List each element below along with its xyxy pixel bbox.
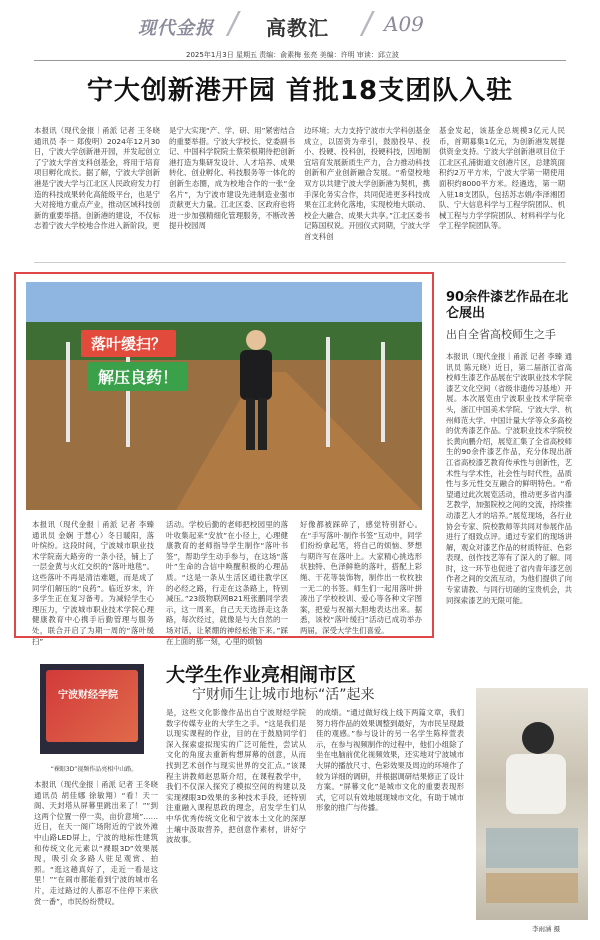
story3-body (34, 708, 464, 928)
lead-column: 边环境；大力支持宁波市大学科创基金成立，以固资为牵引，鼓励投早、投小、投硬、投科创，投硬科技，因地制宜培育发展新质生产力，合力推动科技创新和产业创新融合发展。“希望校地双方以共建宁波大学创新港为契机，携手深化务实合作，共同促进更多科技成果在江北转化落地，实现校地大联动、校企大融合、成果大共享。”江北区委书记陈国权说。开园仪式同期，宁波大学首支科创 (304, 126, 430, 241)
story3-headline: 大学生作业亮相闹市区 (166, 664, 357, 686)
lacquer-photo (476, 688, 588, 920)
photo-tag-answer: 解压良药！ (88, 362, 188, 391)
lead-column: 本报讯（现代金报｜甬派 记者 王冬晓 通讯员 李一 郑俊明）2024年12月30日，宁波大学创新港开园，并发起创立了宁波大学首支科创基金，将用于培育项目孵化成长。据了解，宁波大学创新港是宁波大学与江北区人民政府发力打造的科技成果转化高能级平台，也是宁大对接地方重点产业，推动区域科技创新的重要举措。创新港的建设，不仅标志着宁波大学校地合作进入新阶段，更 (34, 126, 160, 231)
masthead (0, 0, 600, 48)
side-subtitle: 出自全省高校师生之手 (446, 328, 556, 341)
dateline: 2025年1月3日 星期五 责编：俞素梅 张亮 美编：许明 审读：邱立波 (186, 51, 399, 59)
feature-column: 本报讯（现代金报｜甬派 记者 李臻 通讯员 金娴 于慧心）冬日暖阳，落叶缤纷。这段时间，宁波城市职业技术学院南大路旁的一条小径，铺上了一层金黄与火红交织的“落叶地毯”。这些落叶不再是清洁难题，而是成了同学们解压的“良药”。临近岁末，许多学生正在复习备考。为减轻学生心理压力，宁波城市职业技术学院心理健康教育中心携手后勤管理与服务处，联合开启了为期一周的“落叶缓扫” (32, 520, 154, 646)
story3-column: 是，这些文化影像作品出自宁波财经学院数字传媒专业的大学生之手。“这是我们是以现实课程的作业，目的在于鼓励同学们深入探索虚拟现实的广泛可能性，尝试从文化的角度去重新构想屏幕的创意，从而找到艺术创作与现实世界的交汇点。”该课程主讲教师赵思斯介绍，在课程教学中，我们不仅深入探究了模拟空间的构建以及实现裸眼3D效果的多种技术手段，还特别注重融入课程思政的理念，启发学生们从中华优秀传统文化和宁波本土文化的深厚土壤中汲取营养，把创意作素材，讲好宁波故事。 (166, 708, 306, 845)
lead-body (34, 126, 566, 258)
feature-box (14, 272, 434, 646)
photo-tag-question: 落叶缓扫？ (81, 330, 176, 357)
screen-logo: 宁波财经学院 (58, 690, 118, 701)
campus-scene-illustration (26, 282, 422, 510)
page-number: A09 (384, 12, 424, 36)
story3-subtitle: 宁财师生让城市地标“活”起来 (192, 687, 375, 703)
feature-body (32, 520, 424, 646)
feature-column: 好像都被踩碎了，感觉特别舒心。在“手写落叶·制作书签”互动中，同学们纷纷拿起笔，将自己的烦恼、梦想与期许写在落叶上。大家精心挑选形状独特、色泽鲜艳的落叶，搭配上彩绳、干花等装饰物，制作出一枚枚独一无二的书签。师生们一起用落叶拼凑出了学校校训、爱心等各种文字图案，把爱与祝福大胆地表达出来。据悉，该校“落叶缓扫”活动已成功举办两届，深受大学生们喜爱。 (300, 520, 422, 635)
side-body: 本报讯（现代金报｜甬派 记者 李臻 通讯员 陈元晓）近日，第二届浙江省高校师生漆艺作品展在宁波职业技术学院漆艺文化空间（省级非遗传习基地）开展。本次展览由宁波职业技术学院牵头，浙江中国美术学院、宁波大学、杭州师范大学、中国计量大学等众多高校的优秀漆艺作品。宁波职业技术学院校长黄向鹏介绍，展览汇集了全省高校师生的90余件漆艺作品，充分体现出浙江省高校漆艺教育传承性与创新性，艺术性与学术性，社会性与时代性，品质性与多元性交互融合的鲜明特色。“希望通过此次展览活动，推动更多省内漆艺教学，加强院校之间的交流，持续推动漆艺人才的培养。”展览现场，各行业协会专家、院校教师等共同对参展作品进行了细致点评。通过专家们的现场讲解，观众对漆艺作品的材质特征、色彩表现、创作技艺等有了深入的了解。同时，这一环节也促进了省内青年漆艺创作者之间的交流互动，为他们提供了向专家请教、与同行切磋的宝贵机会，共同探索漆艺的无限可能。 (446, 352, 572, 605)
photo-caption: “裸眼3D”视频作品亮相中山路。 (50, 766, 138, 773)
masthead-divider: / (362, 6, 373, 41)
lacquer-scene-illustration (476, 688, 588, 920)
side-story (446, 290, 572, 704)
side-headline: 90余件漆艺作品在北仑展出 (446, 290, 569, 321)
feature-photo (26, 282, 422, 510)
lead-headline: 宁大创新港开园 首批18支团队入驻 (86, 76, 514, 106)
masthead-divider: / (228, 6, 239, 41)
story3-column: 本报讯（现代金报｜甬派 记者 王冬晓 通讯员 胡佳娜 徐敏翔）“看！天一阁、天封塔从屏幕里跳出来了！”“到这两个位置一停一卖，亩价意境”……近日，在天一阁广场附近的宁波外滩中山路LED屏上，宁波的地标性建筑和传统文化元素以“裸眼3D”效果展现，吸引众多路人驻足观赏、拍照。“逛这趟真好了，走近一看是这里！”“在闹市都能看到宁波的城市名片，走过路过的人都忍不住停下来欣赏一番”，市民纷纷赞叹。 (34, 780, 158, 906)
lead-column: 基金发起，该基金总规模3亿元人民币，首期募集1亿元，为创新港发展提供资金支持。宁波大学创新港项目位于江北区孔浦街道文创港片区，总建筑面积约2万平方米，宁波大学第一期使用面积约8000平方米。经遴选，第一期入驻18支团队，包括苏志娟/李泽湘团队、宁大信息科学与工程学院团队、机械工程与力学学院团队、材料科学与化学工程学院团队等。 (439, 126, 565, 231)
divider-line (34, 60, 566, 61)
feature-column: 活动。学校后勤的老师把校园里的落叶收集起来“安放”在小径上，心理健康教育的老师指导学生制作“落叶书签”，帮助学生动手参与，在这场“落叶”生命的合信中唤醒积极的心理品质。“这是一条从生活区通往教学区的必经之路，行走在这条路上，特别减压。”23级物联网B21班张鹏同学表示，这一周来，自己天天选择走这条路，每次经过，就像是与大自然的一场对话，让紧绷的神经松弛下来。”踩在上面的那一刻，心里的烦恼 (166, 520, 288, 646)
lead-column: 是宁大实现“产、学、研、用”紧密结合的重要举措。宁波大学校长、党委副书记、中国科学院院士蔡荣根期待把创新港打造为集研发设计、人才培养、成果转化、创业孵化、科技服务等一体化的创新生态圈，成为校地合作的一张“金名片”，为宁波市建设先进制造业强市贡献更大力量。江北区委、区政府也将进一步加强精细化管理服务，不断改善提升校园周 (169, 126, 295, 231)
paper-name: 现代金报 (138, 18, 214, 39)
photo-credit: 李雨涵 摄 (532, 925, 561, 933)
section-name: 高教汇 (266, 16, 329, 40)
divider-line (34, 262, 566, 263)
story3-column: 的成绩。“通过做好线上线下两篇文章，我们努力将作品的效果调整到最好，为市民呈现最佳的观感。”参与设计的另一名学生陈梓萱表示，在参与视频制作的过程中，他们小组除了坐在电脑前优化视频效果，还实地对宁波城市大屏的播放尺寸、色彩效果及周边的环境作了较为详细的调研，并根据调研结果修正了设计方案。“屏幕文化”是城市文化的重要表现形式，它可以有效地展现城市文化，有助于城市形象的推广与传播。 (316, 708, 464, 813)
